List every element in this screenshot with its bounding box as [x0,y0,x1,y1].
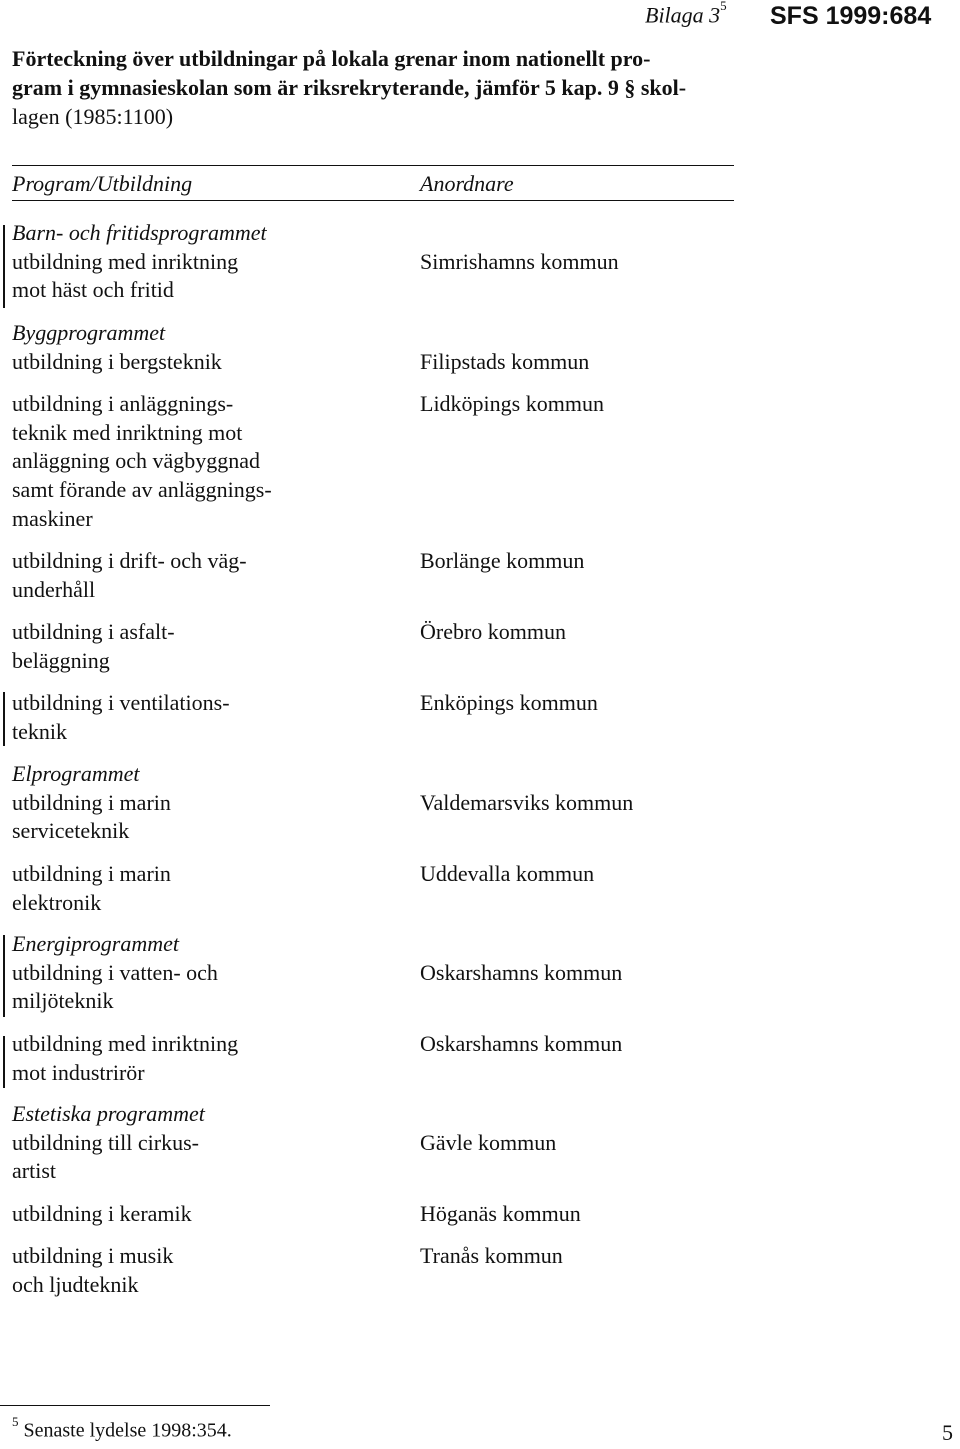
program-cell [12,689,402,746]
education-line: utbildning i drift- och väg- [12,548,247,573]
program-cell [12,860,402,917]
program-cell [12,760,402,846]
education-line: utbildning i asfalt- [12,619,175,644]
program-name: Elprogrammet [12,761,140,786]
program-name: Energiprogrammet [12,931,180,956]
education-line: utbildning i musik [12,1243,174,1268]
organizer-cell [420,547,920,576]
education-line: samt förande av anläggnings- [12,477,272,503]
program-cell [12,390,402,534]
organizer-name: Oskarshamns kommun [420,959,623,985]
education-line: utbildning i keramik [12,1201,192,1226]
program-cell [12,618,402,675]
program-cell [12,1200,402,1229]
change-bar [3,1036,5,1088]
program-name: Barn- och fritidsprogrammet [12,220,267,245]
program-cell [12,219,402,305]
education-line: miljöteknik [12,988,114,1014]
organizer-cell [420,248,920,277]
program-cell [12,1242,402,1299]
organizer-name: Lidköpings kommun [420,391,604,416]
organizer-cell [420,1242,920,1271]
education-line: och ljudteknik [12,1271,139,1297]
organizer-name: Simrishamns kommun [420,248,619,274]
program-name: Byggprogrammet [12,320,166,345]
education-line: elektronik [12,889,102,915]
education-line: mot industrirör [12,1059,145,1085]
education-line: teknik med inriktning mot [12,419,243,445]
education-line: utbildning i vatten- och [12,959,218,985]
document-heading [12,44,742,131]
change-bar [3,225,5,308]
education-line: utbildning i anläggnings- [12,391,234,416]
education-line: utbildning i marin [12,789,171,815]
program-cell [12,1100,402,1186]
organizer-cell [420,348,920,377]
education-line: utbildning med inriktning [12,248,239,274]
program-name: Estetiska programmet [12,1101,205,1126]
footnote-rule [0,1405,270,1406]
education-line: serviceteknik [12,818,130,844]
organizer-cell [420,1200,920,1229]
table-top-rule [12,165,734,166]
education-line: utbildning i ventilations- [12,690,230,715]
organizer-cell [420,789,920,818]
heading-line: lagen (1985:1100) [12,104,174,129]
organizer-cell [420,1129,920,1158]
education-line: artist [12,1158,56,1184]
education-line: mot häst och fritid [12,277,174,303]
organizer-name: Uddevalla kommun [420,861,595,886]
organizer-name: Filipstads kommun [420,348,590,374]
page-number: 5 [942,1420,953,1445]
table-header-rule [12,200,734,201]
organizer-name: Gävle kommun [420,1129,557,1155]
education-line: utbildning i bergsteknik [12,348,222,374]
organizer-cell [420,390,920,419]
organizer-cell [420,860,920,889]
education-line: anläggning och vägbyggnad [12,448,261,474]
education-line: beläggning [12,647,110,673]
education-line: underhåll [12,576,96,602]
education-line: teknik [12,718,67,744]
program-cell [12,547,402,604]
organizer-cell [420,1030,920,1059]
organizer-name: Tranås kommun [420,1243,563,1268]
organizer-cell [420,618,920,647]
heading-line: Förteckning över utbildningar på lokala grenar inom nationellt pro- [12,46,651,71]
program-cell [12,1030,402,1087]
footnote: $^5$ Senaste lydelse 1998:354. [12,1414,232,1442]
organizer-name: Enköpings kommun [420,690,598,715]
sfs-number: SFS 1999:684 [770,2,932,30]
program-cell [12,319,402,376]
change-bar [3,935,5,1017]
organizer-cell [420,689,920,718]
appendix-label: Bilaga $3^5$ [645,0,727,28]
change-bar [3,692,5,746]
education-line: maskiner [12,505,93,531]
organizer-name: Höganäs kommun [420,1201,581,1226]
organizer-cell [420,959,920,988]
organizer-name: Oskarshamns kommun [420,1031,623,1056]
organizer-name: Borlänge kommun [420,548,585,573]
education-line: utbildning i marin [12,861,171,886]
heading-line: gram i gymnasieskolan som är riksrekryterande, jämför 5 kap. 9 § skol- [12,75,687,100]
column-header-organizer: Anordnare [420,171,514,196]
program-cell [12,930,402,1016]
column-header-program: Program/Utbildning [12,171,193,196]
organizer-name: Valdemarsviks kommun [420,789,634,815]
education-line: utbildning till cirkus- [12,1129,199,1155]
organizer-name: Örebro kommun [420,619,567,644]
education-line: utbildning med inriktning [12,1031,239,1056]
